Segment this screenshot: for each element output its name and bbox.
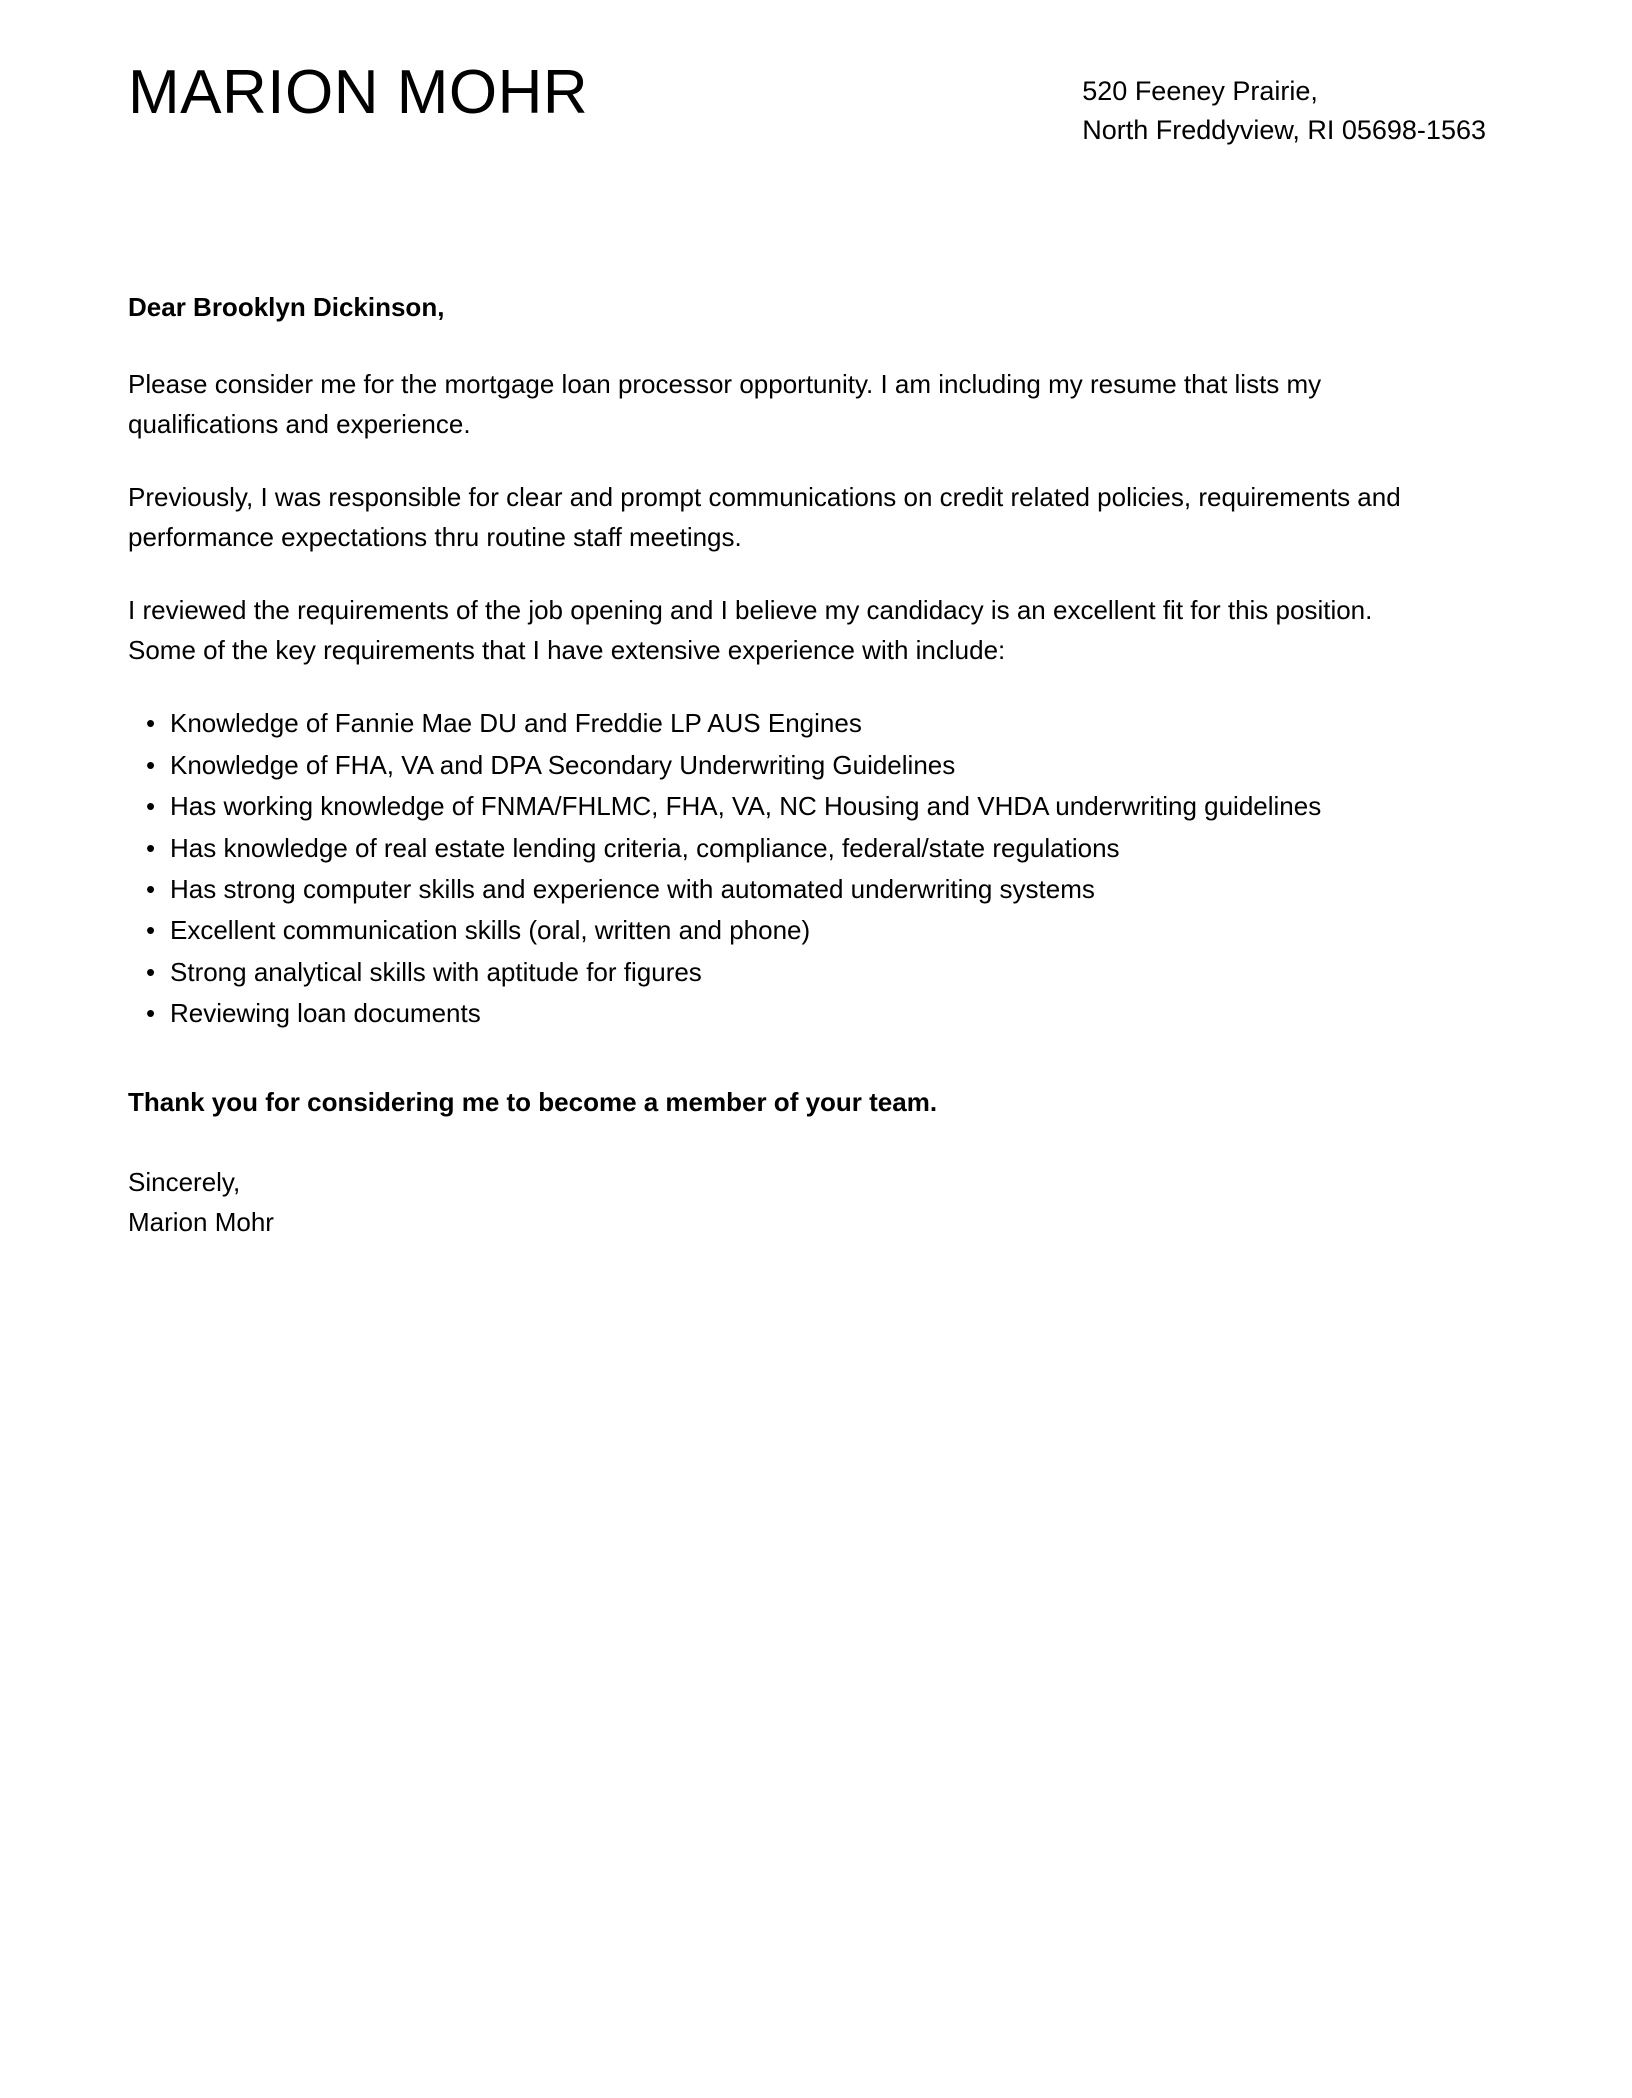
letter-header — [128, 52, 1504, 172]
bullet-icon: • — [146, 998, 156, 1029]
list-item — [128, 953, 1388, 991]
list-item — [128, 829, 1388, 867]
list-item — [128, 994, 1388, 1032]
bullet-icon: • — [146, 832, 156, 863]
bullet-icon: • — [146, 749, 156, 780]
letter-body — [128, 288, 1504, 1242]
bullet-icon: • — [146, 791, 156, 822]
body-paragraph-3: I reviewed the requirements of the job opening and I believe my candidacy is an excellent fit for this position. Some of the key requirements that I have extensive experience with include: — [128, 595, 1373, 665]
list-item — [128, 787, 1388, 825]
body-paragraph-2: Previously, I was responsible for clear and prompt communications on credit related policies, requirements and performance expectations thru routine staff meetings. — [128, 482, 1401, 552]
list-item — [128, 870, 1388, 908]
candidate-address-block — [1082, 52, 1504, 150]
list-item-label: Reviewing loan documents — [170, 998, 481, 1029]
list-item-label: Knowledge of Fannie Mae DU and Freddie LP AUS Engines — [170, 708, 862, 739]
address-line-city-state-zip: North Freddyview, RI 05698-1563 — [1082, 115, 1486, 146]
address-line-street: 520 Feeney Prairie, — [1082, 76, 1318, 106]
list-item — [128, 704, 1388, 742]
list-item-label: Has knowledge of real estate lending criteria, compliance, federal/state regulations — [170, 832, 1120, 863]
qualifications-list — [128, 704, 1388, 1033]
list-item — [128, 911, 1388, 949]
signature-name: Marion Mohr — [128, 1207, 274, 1238]
bullet-icon: • — [146, 956, 156, 987]
candidate-name: MARION MOHR — [128, 58, 589, 127]
list-item-label: Has working knowledge of FNMA/FHLMC, FHA, VA, NC Housing and VHDA underwriting guidelines — [170, 791, 1322, 822]
list-item-label: Strong analytical skills with aptitude for figures — [170, 956, 702, 987]
bullet-icon: • — [146, 915, 156, 946]
bullet-icon: • — [146, 873, 156, 904]
candidate-name-block — [128, 52, 588, 125]
list-item — [128, 746, 1388, 784]
list-item-label: Knowledge of FHA, VA and DPA Secondary Underwriting Guidelines — [170, 749, 956, 780]
bullet-icon: • — [146, 708, 156, 739]
salutation: Dear Brooklyn Dickinson, — [128, 292, 445, 322]
body-paragraph-1: Please consider me for the mortgage loan processor opportunity. I am including my resume that lists my qualifications and experience. — [128, 369, 1322, 439]
list-item-label: Excellent communication skills (oral, written and phone) — [170, 915, 811, 946]
signoff: Sincerely, — [128, 1166, 241, 1197]
list-item-label: Has strong computer skills and experience with automated underwriting systems — [170, 873, 1095, 904]
closing-statement: Thank you for considering me to become a member of your team. — [128, 1086, 938, 1117]
